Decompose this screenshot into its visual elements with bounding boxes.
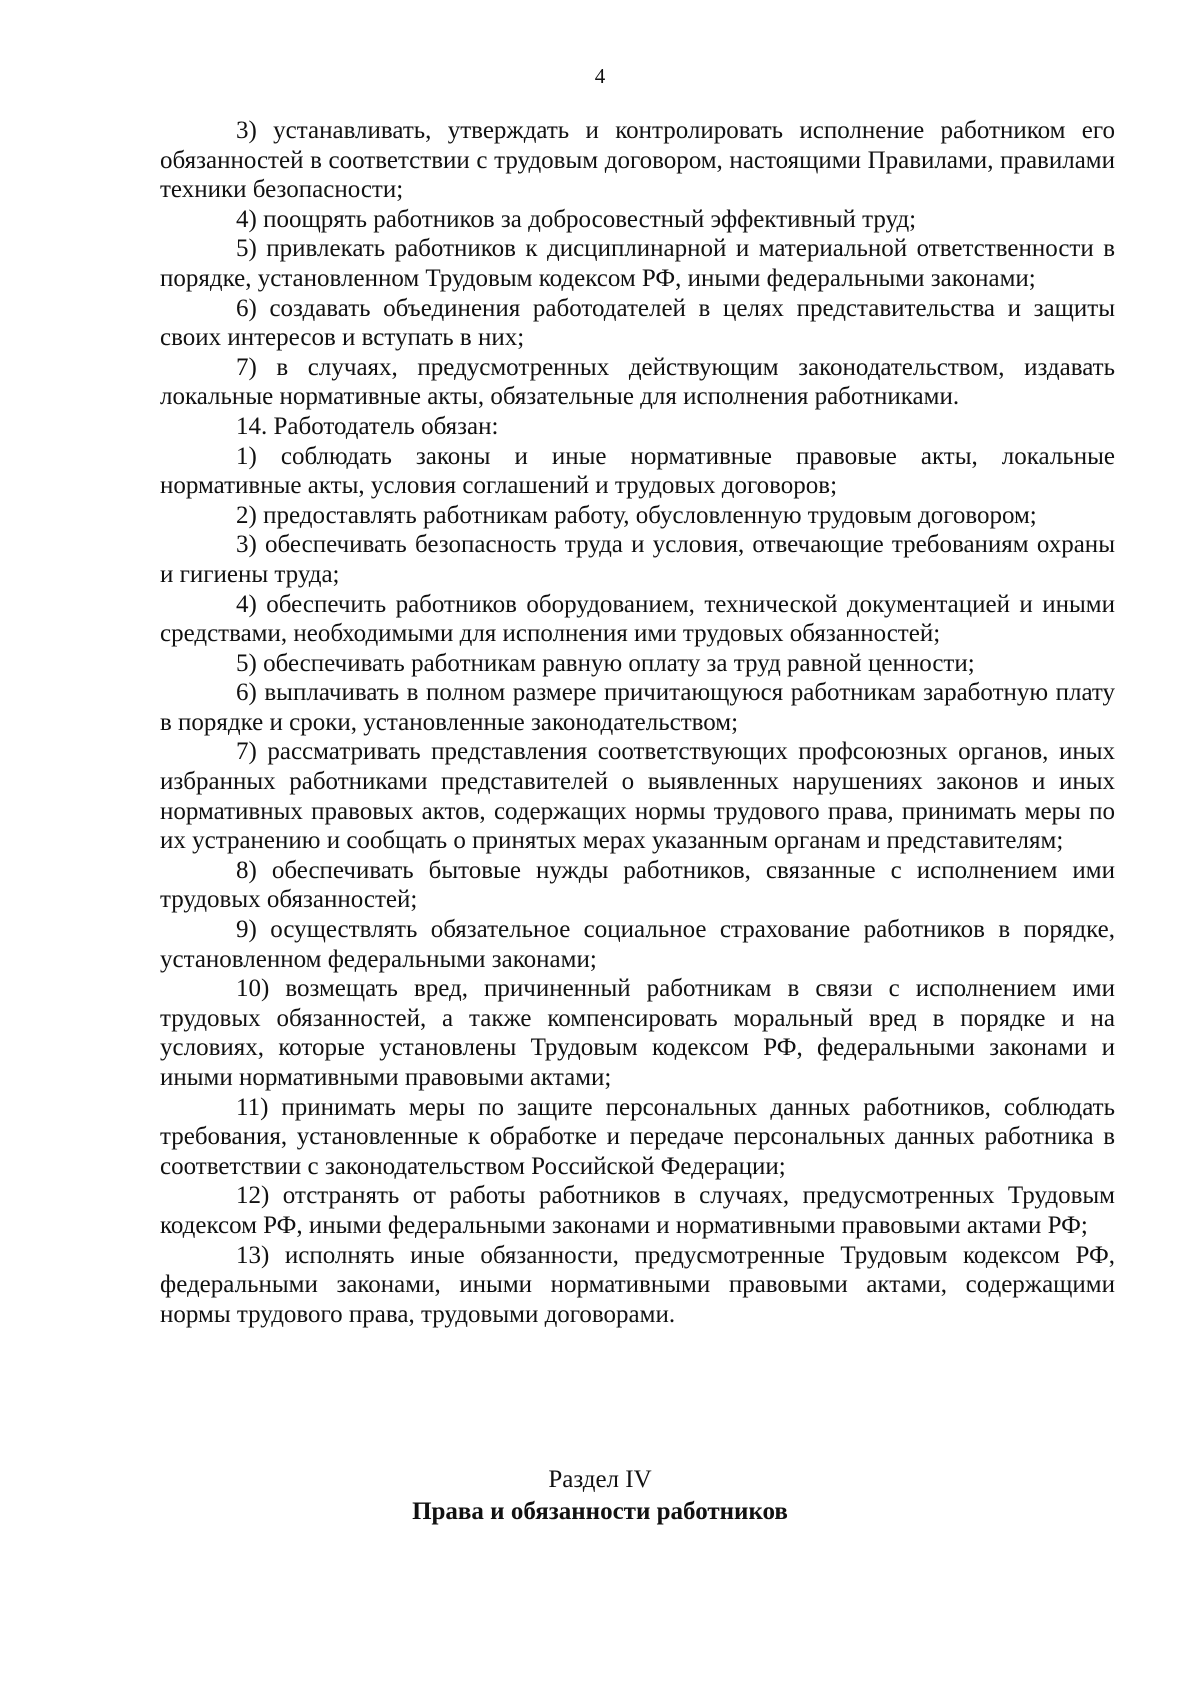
paragraph-13-3: 3) устанавливать, утверждать и контролировать исполнение работником его обязанностей в соответствии с трудовым договором, настоящими Правилами, правилами техники безопасности; [160, 117, 1115, 204]
paragraph-14-3: 3) обеспечивать безопасность труда и условия, отвечающие требованиям охраны и гигиены труда; [160, 531, 1115, 588]
paragraph-13-4: 4) поощрять работников за добросовестный эффективный труд; [236, 205, 917, 233]
paragraph-14-2: 2) предоставлять работникам работу, обусловленную трудовым договором; [236, 501, 1037, 529]
paragraph-14-10: 10) возмещать вред, причиненный работникам в связи с исполнением ими трудовых обязанностей, а также компенсировать моральный вред в порядке и на условиях, которые установлены Трудовым кодексом РФ, федеральными законами и иными нормативными правовыми актами; [160, 975, 1115, 1091]
paragraph-13-5: 5) привлекать работников к дисциплинарной и материальной ответственности в порядке, установленном Трудовым кодексом РФ, иными федеральными законами; [160, 235, 1115, 292]
paragraph-14-9: 9) осуществлять обязательное социальное страхование работников в порядке, установленном федеральными законами; [160, 916, 1115, 973]
paragraph-14-5: 5) обеспечивать работникам равную оплату за труд равной ценности; [236, 649, 975, 677]
paragraph-14-8: 8) обеспечивать бытовые нужды работников, связанные с исполнением ими трудовых обязанностей; [160, 856, 1115, 914]
page-number: 4 [594, 64, 606, 88]
document-body [160, 116, 1115, 1329]
paragraph-14-12: 12) отстранять от работы работников в случаях, предусмотренных Трудовым кодексом РФ, иными федеральными законами и нормативными правовыми актами РФ; [160, 1182, 1115, 1239]
paragraph-14-4: 4) обеспечить работников оборудованием, технической документацией и иными средствами, необходимыми для исполнения ими трудовых обязанностей; [160, 590, 1115, 648]
clause-14-heading: 14. Работодатель обязан: [236, 412, 499, 440]
section-subtitle: Права и обязанности работников [412, 1498, 788, 1525]
paragraph-14-6: 6) выплачивать в полном размере причитающуюся работникам заработную плату в порядке и сроки, установленные законодательством; [160, 679, 1115, 736]
paragraph-13-6: 6) создавать объединения работодателей в целях представительства и защиты своих интересов и вступать в них; [160, 294, 1115, 352]
paragraph-14-13: 13) исполнять иные обязанности, предусмотренные Трудовым кодексом РФ, федеральными законами, иными нормативными правовыми актами, содержащими нормы трудового права, трудовыми договорами. [160, 1241, 1115, 1328]
paragraph-13-7: 7) в случаях, предусмотренных действующим законодательством, издавать локальные нормативные акты, обязательные для исполнения работниками. [160, 353, 1115, 411]
paragraph-14-7: 7) рассматривать представления соответствующих профсоюзных органов, иных избранных работниками представителей о выявленных нарушениях законов и иных нормативных правовых актов, содержащих нормы трудового права, принимать меры по их устранению и сообщать о принятых мерах указанным органам и представителям; [160, 738, 1115, 855]
paragraph-14-1: 1) соблюдать законы и иные нормативные правовые акты, локальные нормативные акты, условия соглашений и трудовых договоров; [160, 442, 1115, 500]
paragraph-14-11: 11) принимать меры по защите персональных данных работников, соблюдать требования, установленные к обработке и передаче персональных данных работника в соответствии с законодательством Российской Федерации; [160, 1093, 1115, 1180]
section-title: Раздел IV [548, 1466, 652, 1493]
